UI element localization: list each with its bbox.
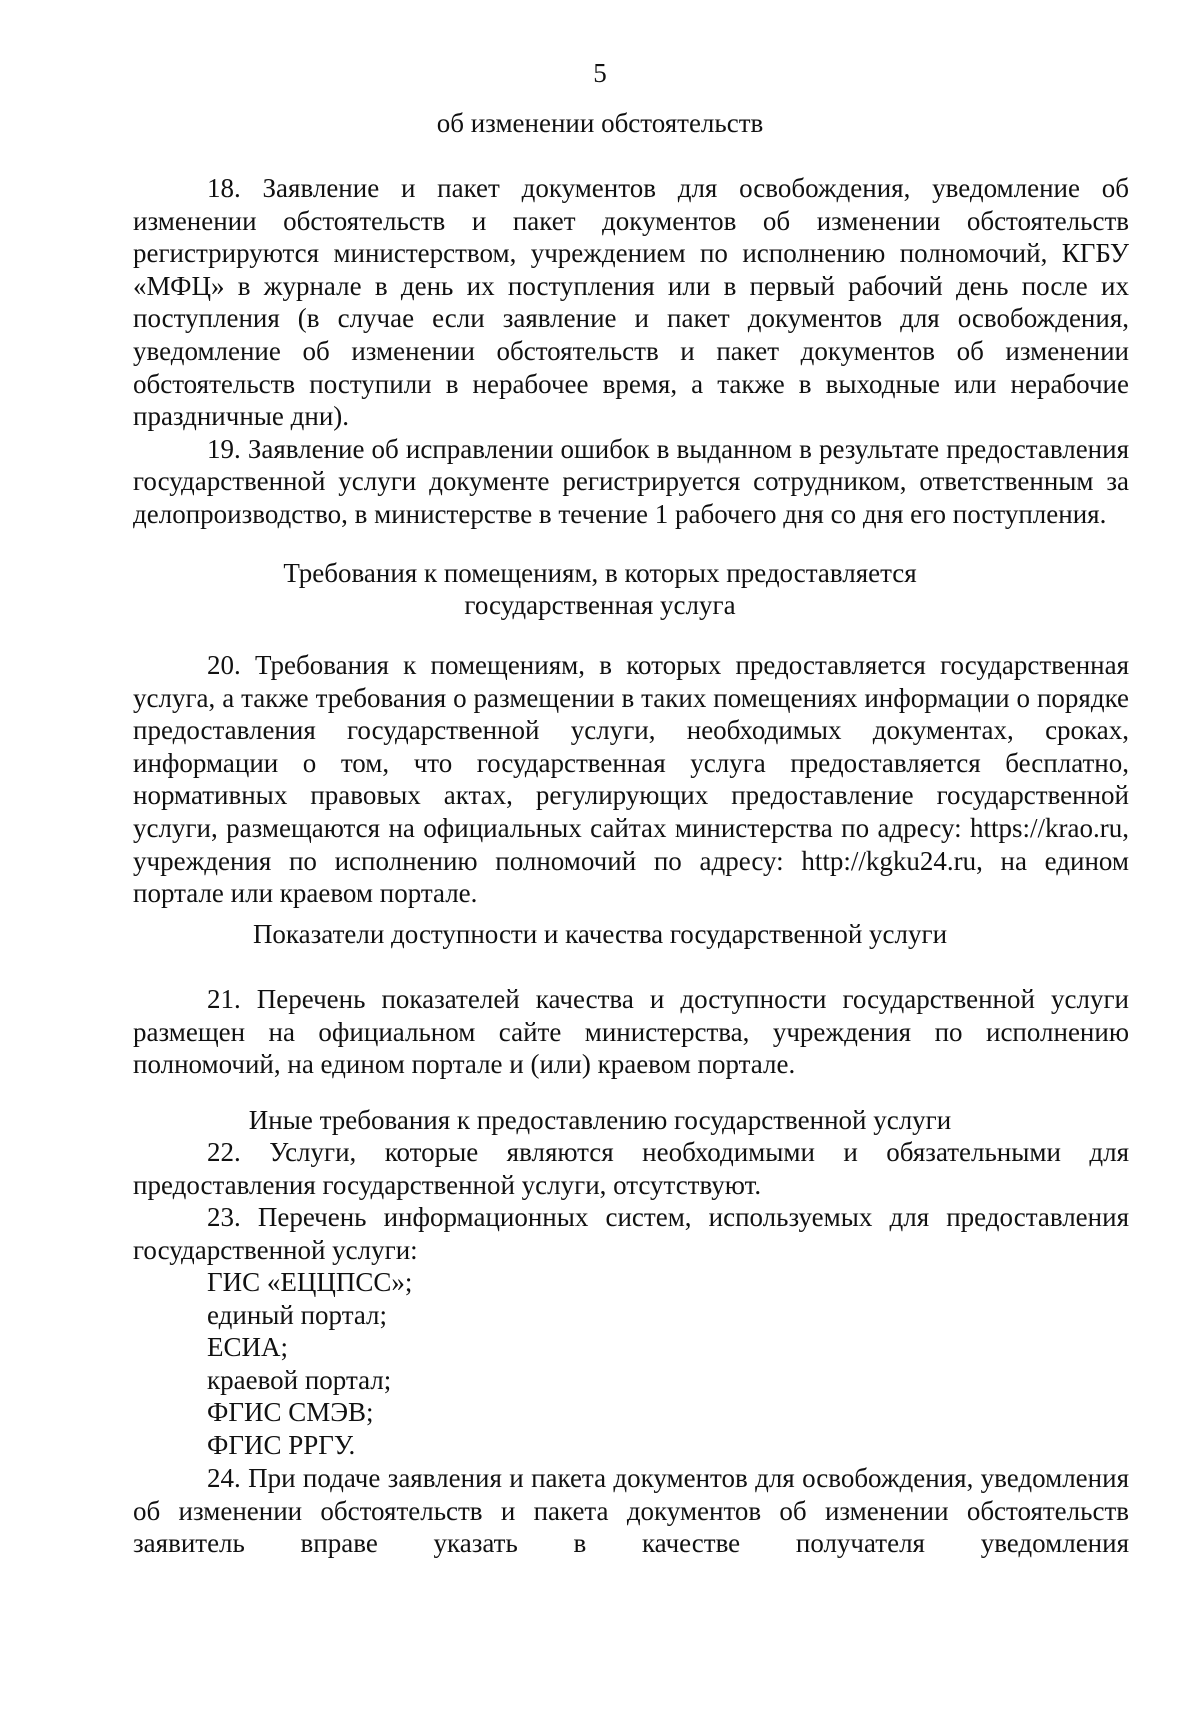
paragraph-20: 20. Требования к помещениям, в которых предоставляется государственная услуга, а также требования о размещении в таких помещениях информации о порядке предоставления государственной услуги, необходимых документах, сроках, информации о том, что государственная услуга предоставляется бесплатно, нормативных правовых актах, регулирующих предоставление государственной услуги, размещаются на официальных сайтах министерства по адресу: https://krao.ru, учреждения по исполнению полномочий по адресу: http://kgku24.ru, на едином портале или краевом портале.	[133, 650, 1129, 909]
list-item: ФГИС РРГУ.	[207, 1429, 356, 1460]
paragraph-18-19-block	[133, 172, 1129, 531]
list-item: единый портал;	[207, 1299, 388, 1330]
paragraph-22-23-block	[133, 1136, 1129, 1266]
page-number: 5	[593, 58, 607, 88]
heading-other: Иные требования к предоставлению государственной услуги	[248, 1105, 952, 1135]
paragraph-18: 18. Заявление и пакет документов для освобождения, уведомление об изменении обстоятельств и пакет документов об изменении обстоятельств регистрируются министерством, учреждением по исполнению полномочий, КГБУ «МФЦ» в журнале в день их поступления или в первый рабочий день после их поступления (в случае если заявление и пакет документов для освобождения, уведомление об изменении обстоятельств и пакет документов об изменении обстоятельств поступили в нерабочее время, а также в выходные или нерабочие праздничные дни).	[133, 173, 1129, 432]
paragraph-22: 22. Услуги, которые являются необходимыми и обязательными для предоставления государственной услуги, отсутствуют.	[133, 1137, 1129, 1200]
paragraph-23: 23. Перечень информационных систем, используемых для предоставления государственной услуги:	[133, 1202, 1129, 1265]
paragraph-21: 21. Перечень показателей качества и доступности государственной услуги размещен на официальном сайте министерства, учреждения по исполнению полномочий, на едином портале и (или) краевом портале.	[133, 984, 1129, 1080]
heading-premises-line-2: государственная услуга	[464, 590, 736, 620]
list-item: ЕСИА;	[207, 1332, 288, 1363]
information-systems-list	[207, 1266, 412, 1462]
list-item: ФГИС СМЭВ;	[207, 1397, 374, 1428]
list-item: краевой портал;	[207, 1364, 392, 1395]
paragraph-19: 19. Заявление об исправлении ошибок в выданном в результате предоставления государственной услуги документе регистрируется сотрудником, ответственным за делопроизводство, в министерстве в течение 1 рабочего дня со дня его поступления.	[133, 433, 1129, 529]
paragraph-20-block	[133, 649, 1129, 910]
continued-heading: об изменении обстоятельств	[436, 108, 764, 138]
paragraph-21-block	[133, 983, 1129, 1081]
list-item: ГИС «ЕЦЦПСС»;	[207, 1267, 413, 1297]
paragraph-24: 24. При подаче заявления и пакета документов для освобождения, уведомления об изменении обстоятельств и пакета документов об изменении обстоятельств заявитель вправе указать в качестве получателя уведомления	[133, 1463, 1129, 1559]
heading-quality: Показатели доступности и качества государственной услуги	[252, 919, 948, 949]
heading-premises-line-1: Требования к помещениям, в которых предоставляется	[283, 558, 917, 588]
paragraph-24-block	[133, 1462, 1129, 1560]
